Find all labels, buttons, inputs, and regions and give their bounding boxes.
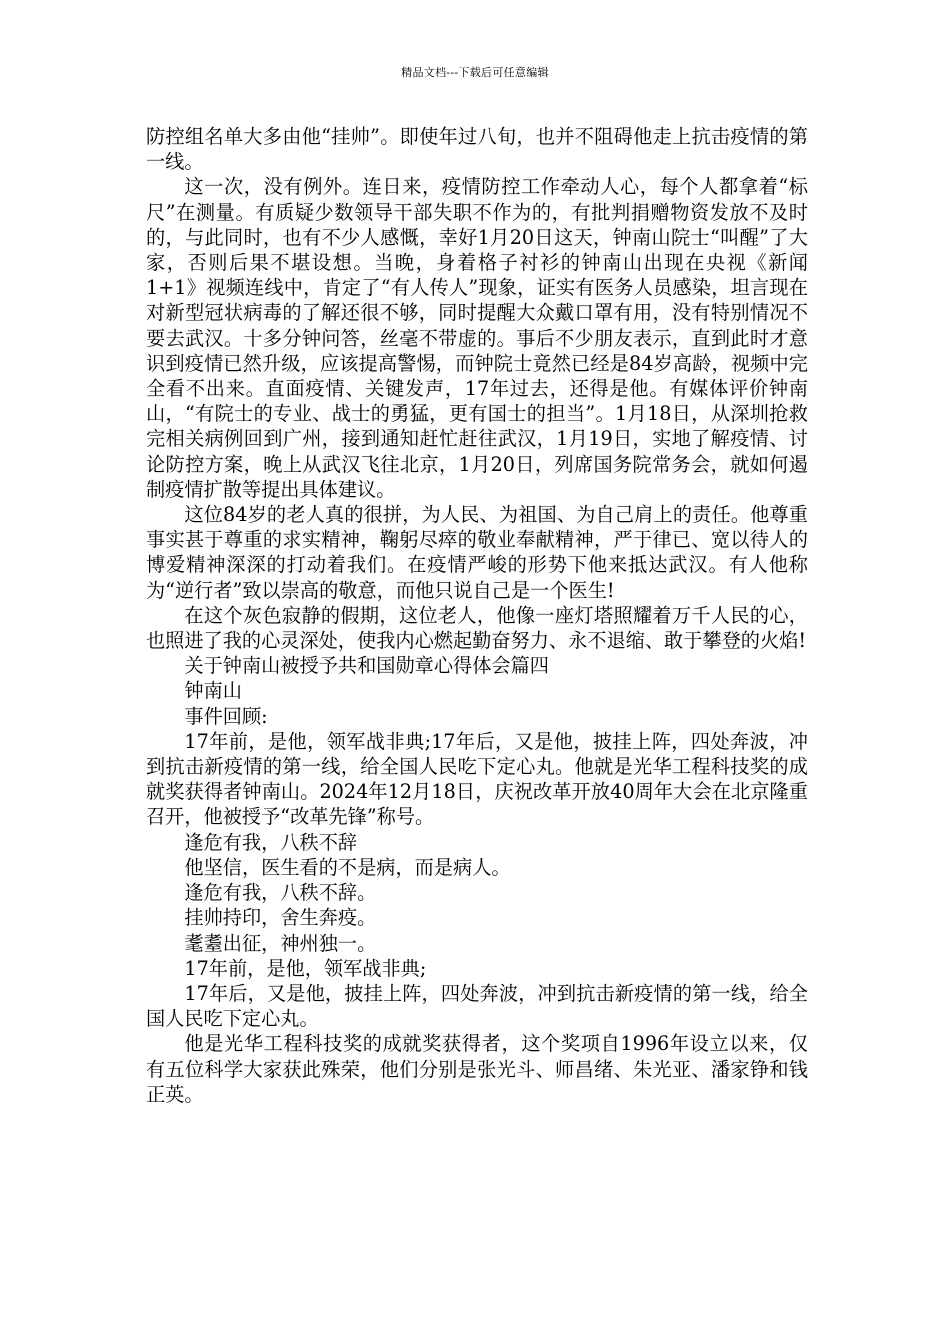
subject-name: 钟南山	[184, 679, 242, 703]
document-body	[146, 124, 808, 1107]
paragraph: 17年前，是他，领军战非典;17年后，又是他，披挂上阵，四处奔波，冲到抗击新疫情的第一线，给全国人民吃下定心丸。他就是光华工程科技奖的成就奖获得者钟南山。2024年12月18日，庆祝改革开放40周年大会在北京隆重召开，他被授予“改革先锋”称号。	[146, 729, 808, 829]
paragraph: 他是光华工程科技奖的成就奖获得者，这个奖项自1996年设立以来，仅有五位科学大家获此殊荣，他们分别是张光斗、师昌绪、朱光亚、潘家铮和钱正英。	[146, 1032, 808, 1106]
verse-line: 17年前，是他，领军战非典;	[184, 956, 427, 980]
verse-line: 挂帅持印，舍生奔疫。	[184, 906, 377, 930]
verse-line: 逢危有我，八秩不辞。	[184, 881, 377, 905]
paragraph: 他坚信，医生看的不是病，而是病人。	[184, 855, 511, 879]
page-header: 精品文档---下载后可任意编辑	[401, 66, 549, 79]
paragraph: 17年后，又是他，披挂上阵，四处奔波，冲到抗击新疫情的第一线，给全国人民吃下定心丸。	[146, 981, 808, 1031]
paragraph: 这位84岁的老人真的很拼，为人民、为祖国、为自己肩上的责任。他尊重事实甚于尊重的求实精神，鞠躬尽瘁的敬业奉献精神，严于律已、宽以待人的博爱精神深深的打动着我们。在疫情严峻的形势下他来抵达武汉。有人他称为“逆行者”致以崇高的敬意，而他只说自己是一个医生!	[146, 503, 808, 602]
subheading: 逢危有我，八秩不辞	[184, 830, 358, 854]
section-label: 事件回顾:	[184, 704, 268, 728]
paragraph: 防控组名单大多由他“挂帅”。即使年过八旬，也并不阻碍他走上抗击疫情的第一线。	[146, 125, 808, 174]
paragraph: 在这个灰色寂静的假期，这位老人，他像一座灯塔照耀着万千人民的心，也照进了我的心灵深处，使我内心燃起勤奋努力、永不退缩、敢于攀登的火焰!	[146, 603, 808, 653]
section-title: 关于钟南山被授予共和国勋章心得体会篇四	[184, 654, 549, 678]
verse-line: 耄耋出征，神州独一。	[184, 931, 377, 955]
paragraph: 这一次，没有例外。连日来，疫情防控工作牵动人心，每个人都拿着“标尺”在测量。有质疑少数领导干部失职不作为的，有批判捐赠物资发放不及时的，与此同时，也有不少人感慨，幸好1月20日这天，钟南山院士“叫醒”了大家，否则后果不堪设想。当晚，身着格子衬衫的钟南山出现在央视《新闻1+1》视频连线中，肯定了“有人传人”现象，证实有医务人员感染，坦言现在对新型冠状病毒的了解还很不够，同时提醒大众戴口罩有用，没有特别情况不要去武汉。十多分钟问答，丝毫不带虚的。事后不少朋友表示，直到此时才意识到疫情已然升级，应该提高警惕，而钟院士竟然已经是84岁高龄，视频中完全看不出来。直面疫情、关键发声，17年过去，还得是他。有媒体评价钟南山，“有院士的专业、战士的勇猛，更有国士的担当”。1月18日，从深圳抢救完相关病例回到广州，接到通知赶忙赶往武汉，1月19日，实地了解疫情、讨论防控方案，晚上从武汉飞往北京，1月20日，列席国务院常务会，就如何遏制疫情扩散等提出具体建议。	[146, 175, 808, 501]
